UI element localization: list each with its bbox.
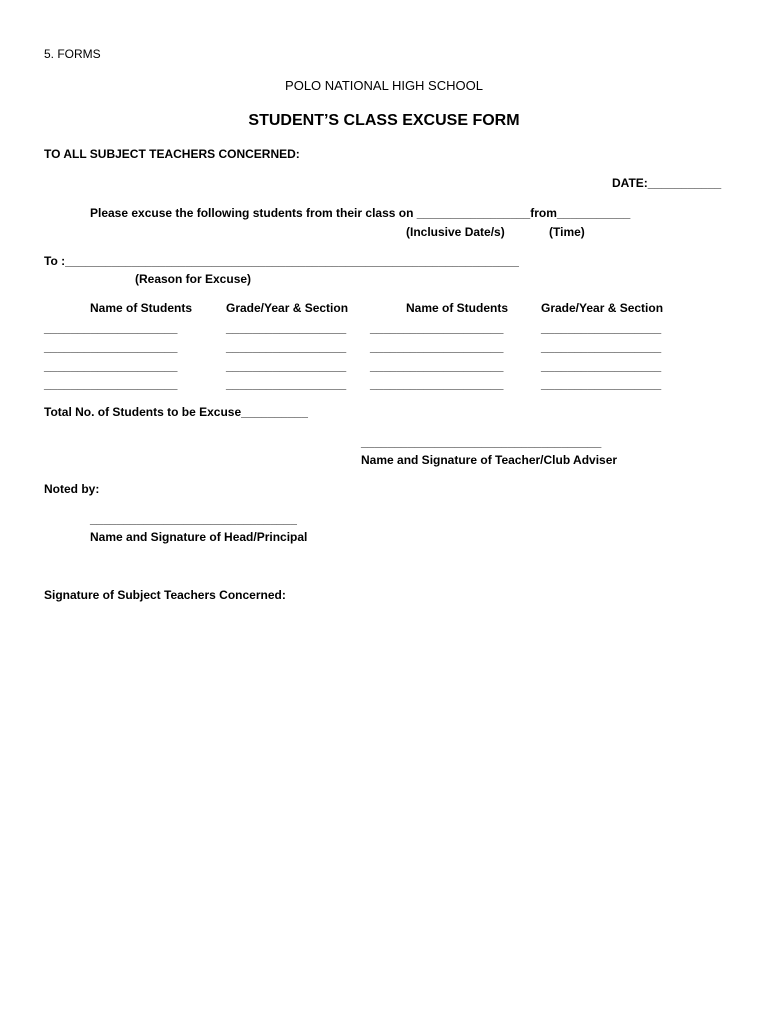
table-header-grade-1: Grade/Year & Section (226, 301, 349, 315)
table-cell: __________________ (541, 340, 662, 354)
principal-signature-label: Name and Signature of Head/Principal (90, 530, 308, 544)
table-header-name-1: Name of Students (90, 301, 193, 315)
table-cell: __________________ (226, 359, 347, 373)
table-cell: ____________________ (44, 340, 178, 354)
table-cell: ____________________ (44, 359, 178, 373)
adviser-signature-label: Name and Signature of Teacher/Club Adviser (361, 453, 618, 467)
table-cell: ____________________ (370, 359, 504, 373)
table-cell: ____________________ (44, 321, 178, 335)
table-cell: ____________________ (370, 377, 504, 391)
total-students-line: Total No. of Students to be Excuse__________ (44, 405, 308, 419)
noted-by-label: Noted by: (44, 482, 100, 496)
date-field: DATE:___________ (612, 176, 722, 190)
table-cell: __________________ (226, 340, 347, 354)
table-cell: ____________________ (370, 340, 504, 354)
table-cell: ____________________ (370, 321, 504, 335)
subject-teachers-signature-label: Signature of Subject Teachers Concerned: (44, 588, 286, 602)
principal-signature-blank: _______________________________ (90, 512, 297, 526)
table-header-grade-2: Grade/Year & Section (541, 301, 664, 315)
reason-line: To :____________________________________________________________________ (44, 254, 519, 268)
section-label: 5. FORMS (44, 47, 101, 61)
salutation: TO ALL SUBJECT TEACHERS CONCERNED: (44, 147, 300, 161)
table-cell: ____________________ (44, 377, 178, 391)
table-cell: __________________ (226, 321, 347, 335)
table-cell: __________________ (541, 377, 662, 391)
table-header-name-2: Name of Students (406, 301, 509, 315)
time-hint: (Time) (549, 225, 585, 239)
table-cell: __________________ (226, 377, 347, 391)
inclusive-dates-hint: (Inclusive Date/s) (406, 225, 505, 239)
school-name: POLO NATIONAL HIGH SCHOOL (285, 78, 483, 93)
table-cell: __________________ (541, 359, 662, 373)
adviser-signature-blank: ____________________________________ (361, 435, 602, 449)
reason-hint: (Reason for Excuse) (135, 272, 252, 286)
form-title: STUDENT’S CLASS EXCUSE FORM (248, 112, 520, 129)
table-cell: __________________ (541, 321, 662, 335)
excuse-line: Please excuse the following students from their class on _________________from___________ (90, 206, 631, 220)
